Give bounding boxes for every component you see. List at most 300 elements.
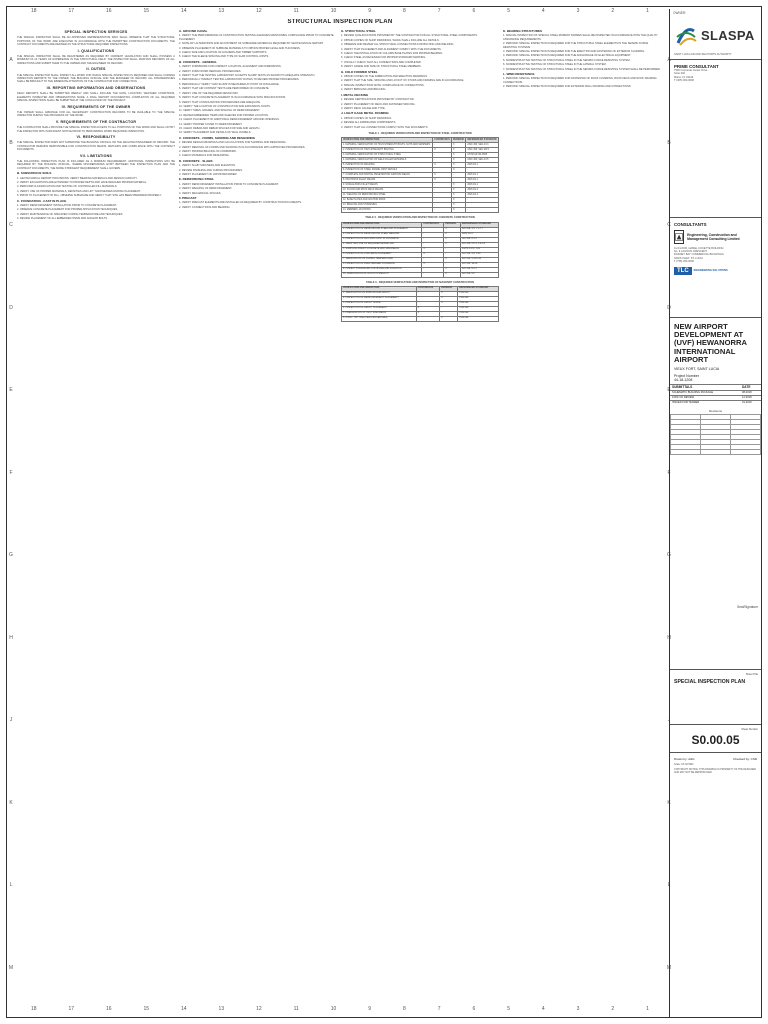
- table-cell: X: [452, 153, 466, 158]
- col2-heading-5: E. REINFORCING STEEL: [179, 177, 215, 182]
- table-cell: -: [422, 227, 444, 232]
- col3-heading: G. STRUCTURAL STEEL: [341, 29, 376, 33]
- table-cell: -: [466, 203, 499, 208]
- list-item: 9. VERIFY THAT CONSOLIDATION PROCEDURES ARE ADEQUATE.: [179, 100, 261, 104]
- section-heading: IV. REQUIREMENTS OF THE OWNER: [61, 104, 131, 109]
- address-line: No. 9 LAGOON CRESCENT: [674, 250, 708, 254]
- table-cell: X: [452, 208, 466, 213]
- owner-name: SLASPA: [701, 27, 755, 43]
- submittal-cell: 01-2019: [740, 400, 761, 405]
- grid-bottom-mark: 12: [256, 1006, 262, 1012]
- table-cell: X: [433, 163, 452, 168]
- grid-bottom-mark: 14: [181, 1006, 187, 1012]
- table-cell: -: [433, 168, 452, 173]
- list-item: 1. VERIFY REINFORCEMENT INSTALLATION PRIOR TO CONCRETE PLACEMENT.: [17, 204, 117, 208]
- col2-items-6: [179, 201, 337, 209]
- ecms-logo-icon: [674, 230, 684, 244]
- table-cell: X: [452, 158, 466, 163]
- revisions-grid: [670, 414, 761, 455]
- list-item: 6. CHECK STEEL AS RECEIVED FOR PROPER STANDARD MARKING.: [341, 56, 427, 60]
- table-cell: AWS D1.4: [460, 232, 498, 237]
- project-number-label: Project Number: [674, 373, 699, 378]
- list-item: 6. NONDESTRUCTIVE TESTING OF STRUCTURAL STEEL IN THE LATERAL SYSTEM.: [503, 63, 607, 67]
- project-location: VIEUX FORT, SAINT LUCIA: [674, 366, 720, 371]
- table-cell: -: [433, 208, 452, 213]
- revision-cell: [731, 449, 761, 454]
- address-line: 7900 Corporate Center Drive: [674, 69, 708, 72]
- list-item: 6. VERIFY THAT AIR CONTENT TESTS ARE PERFORMED ON CONCRETE.: [179, 87, 270, 91]
- grid-bottom-mark: 3: [576, 1006, 580, 1012]
- concrete-inspection-table: [341, 222, 499, 278]
- grid-right-mark: M: [666, 964, 672, 971]
- table-cell: X: [422, 262, 444, 267]
- submittal-cell: ISSUED FOR TENDER: [670, 400, 740, 405]
- list-item: 2. VERIFY WELDING OF REINFORCEMENT.: [179, 187, 233, 191]
- table-cell: AWS D1.4: [466, 193, 499, 198]
- drawing-sheet: [6, 6, 762, 1018]
- list-item: 12. REVIEW EMBEDDED ITEMS AND SLEEVES FOR PROPER LOCATION.: [179, 113, 269, 117]
- project-number: 44-18-1208: [674, 377, 693, 382]
- grid-top-mark: 3: [576, 8, 580, 14]
- grid-right-mark: F: [667, 469, 671, 476]
- main-drawing-area: [17, 19, 663, 1005]
- revisions-label: Revisions: [708, 408, 722, 413]
- table-cell: 9. INSPECT FORMWORK FOR SHAPE AND LOCATION: [342, 267, 422, 272]
- list-item: 13. CHECK PLACEMENT OF ADDITIONAL REINFORCEMENT AROUND OPENINGS.: [179, 118, 280, 122]
- list-item: 2. VERIFY EXCAVATIONS ARE EXTENDED TO PROPER DEPTH AND HAVE REACHED PROPER MATERIAL.: [17, 181, 147, 184]
- list-item: 8. VERIFY THAT CONCRETE PLACEMENT IS IN ACCORDANCE WITH SPECIFICATIONS.: [179, 96, 286, 100]
- column-steel-and-tables: [341, 28, 499, 1004]
- revision-cell: [671, 449, 701, 454]
- table-cell: ASTM A6 OR A568: [466, 153, 499, 158]
- list-item: 4. REVIEW PLACEMENT OF ALL EMBEDDED ITEMS AND ANCHOR BOLTS.: [17, 217, 108, 221]
- table-cell: X: [440, 297, 458, 302]
- grid-top-mark: 2: [611, 8, 615, 14]
- owner-subtitle: SAINT LUCIA AIR AND SEA PORTS AUTHORITY: [674, 53, 732, 56]
- table-cell: 2. INSPECTION OF HIGH-STRENGTH BOLTING: [342, 148, 433, 153]
- table-cell: ACI 318: 5.9, 5.10: [460, 252, 498, 257]
- table-cell: -: [433, 203, 452, 208]
- table-cell: 5. SAMPLING FRESH CONCRETE AND SPECIMENS: [342, 247, 422, 252]
- table-cell: X: [440, 317, 458, 322]
- grid-bottom-mark: 18: [30, 1006, 37, 1012]
- table-cell: 8. MULTIPASS FILLET WELDS: [342, 178, 433, 183]
- steel-inspection-table: [341, 137, 499, 213]
- col2-items: [179, 34, 337, 58]
- grid-left-mark: L: [9, 882, 13, 889]
- list-item: 3. VERIFY PROPER BRACING OF FORMWORK.: [179, 149, 237, 153]
- col2-heading-6: F. PRECAST: [179, 196, 197, 201]
- grid-bottom-mark: 5: [507, 1006, 510, 1012]
- section-heading: III. REPORTING INFORMATION AND OBSERVATIONS: [46, 85, 146, 90]
- table-cell: X: [422, 252, 444, 257]
- submittals-table: [670, 384, 761, 405]
- table-cell: -: [422, 242, 444, 247]
- grid-ruler-bottom: [15, 1006, 665, 1016]
- grid-bottom-mark: 10: [330, 1006, 337, 1012]
- grid-left-mark: K: [9, 799, 13, 806]
- column-concrete: [179, 28, 337, 1004]
- column-special-inspection-services: [17, 28, 175, 1004]
- table-cell: TMS 602: [458, 312, 499, 317]
- revision-row: [671, 449, 761, 454]
- list-item: 1. VERIFY FORMWORK FOR CORRECT LOCATION, ALIGNMENT AND DIMENSIONS.: [179, 65, 282, 69]
- sheet-title: SPECIAL INSPECTION PLAN: [674, 678, 746, 685]
- address-line: T (305) 000-0000: [674, 79, 694, 83]
- table-cell: X: [444, 242, 461, 247]
- list-item: 8. VERIFY GRADE AND SIZE OF STRUCTURAL STEEL MEMBERS.: [341, 65, 422, 69]
- table-cell: -: [440, 307, 458, 312]
- table-cell: X: [452, 148, 466, 153]
- list-item: 4. VERIFY USE OF PROPER MATERIALS, DENSITIES AND LIFT THICKNESSES DURING PLACEMENT.: [17, 189, 141, 193]
- table-cell: -: [433, 193, 452, 198]
- table-row: [342, 317, 499, 322]
- table-cell: X: [444, 227, 461, 232]
- sheet-number-label: Sheet Number: [741, 727, 758, 731]
- seal-signature-label: Seal/Signature: [737, 604, 758, 609]
- table-cell: -: [416, 292, 439, 297]
- table-cell: 4. INSPECTION OF GROUT PLACEMENT: [342, 307, 417, 312]
- table-cell: X: [452, 203, 466, 208]
- grid-left-mark: H: [9, 634, 13, 641]
- list-item: 7. NONDESTRUCTIVE TESTING OF STRUCTURAL STEEL IN THE SEISMIC FORCE RESISTING SYSTEM SHALL BE PERFORMED.: [503, 67, 661, 71]
- grid-right-mark: E: [667, 387, 671, 394]
- list-item: 1. GEOTECHNICAL REPORT PROVISIONS: VERIFY BEARING MATERIALS AND DESIGN CAPACITY.: [17, 176, 138, 180]
- table-cell: ASTM C172, C31: [460, 247, 498, 252]
- grid-top-mark: 14: [181, 8, 187, 14]
- table-cell: ACI 318: 6.2: [460, 272, 498, 277]
- list-item: 5. CHECK THE SLEEVE SPACING AND TYPE OF SLAB CONTROL JOINTS.: [179, 55, 269, 59]
- table-cell: 5. INSPECTION OF WELDING: [342, 163, 433, 168]
- table-cell: X: [440, 292, 458, 297]
- table-cell: 3. INSPECTION OF GROUT SPACE: [342, 302, 417, 307]
- table-cell: 3. INSPECTION OF ANCHORS CAST IN CONCRETE: [342, 237, 422, 242]
- list-item: 5. NONDESTRUCTIVE TESTING OF STRUCTURAL STEEL IN THE SEISMIC FORCE RESISTING SYSTEM.: [503, 58, 631, 62]
- list-item: 1. OBTAIN COPIES OF THE FABRICATION AND ERECTION DRAWINGS.: [341, 75, 428, 79]
- col2-items-5: [179, 183, 337, 195]
- table-cell: 6. INSPECTION OF CONCRETE PLACEMENT: [342, 252, 422, 257]
- grid-left-mark: G: [9, 552, 13, 559]
- list-item: 3. VERIFY MAINTENANCE OF SPECIFIED CURING TEMPERATURE AND TECHNIQUES.: [17, 212, 124, 216]
- checked-by-label: Checked by:: [733, 756, 750, 761]
- list-item: 5. CHECK THE INSTALLATION OF COLUMN BASE PLATES FOR PROPER BEARING.: [341, 52, 443, 56]
- list-item: 3. VERIFY THAT ALL CONNECTIONS COMPLY WITH THE DOCUMENTS.: [341, 125, 429, 129]
- grid-right-mark: A: [667, 57, 671, 64]
- list-item: 14. VERIFY PROPER COVER TO REINFORCEMENT.: [179, 122, 243, 126]
- list-item: 2. VERIFY REMOVAL OF FORMS AND SHORING IS IN ACCORDANCE WITH APPROVED PROCEDURES.: [179, 145, 306, 149]
- table-header-cell: PERIODIC: [452, 138, 466, 143]
- prime-consultant-label: PRIME CONSULTANT: [674, 64, 719, 69]
- sheet-number: S0.00.05: [691, 732, 740, 747]
- col1-list-2: [17, 204, 175, 221]
- table-cell: ACI 318: CH 4, 5.2-5.4: [460, 242, 498, 247]
- grid-right-mark: C: [667, 222, 671, 229]
- grid-top-mark: 8: [402, 8, 406, 14]
- table-cell: -: [416, 302, 439, 307]
- table-cell: -: [433, 153, 452, 158]
- col4-items: [503, 34, 661, 71]
- grid-right-mark: G: [667, 552, 671, 559]
- table-cell: TMS 602: [458, 292, 499, 297]
- col2-heading-2: B. CONCRETE - GENERAL: [179, 59, 218, 64]
- col3-items-4: [341, 117, 499, 129]
- list-item: 3. PERIODIC SPECIAL INSPECTION IS REQUIRED FOR THE ERECTION AND FASTENING OF EXTERIOR CLADDING.: [503, 50, 645, 54]
- grid-top-mark: 18: [30, 8, 37, 14]
- table-cell: AWS D1.1: [466, 183, 499, 188]
- submittal-cell: 08-2018: [740, 390, 761, 395]
- grid-top-mark: 1: [646, 8, 649, 14]
- table-cell: -: [444, 252, 461, 257]
- table-cell: X: [416, 312, 439, 317]
- col1-heading: SPECIAL INSPECTION SERVICES: [64, 30, 128, 34]
- table-cell: 8. INSPECTION OF PRESTRESSED CONCRETE: [342, 262, 422, 267]
- consultant1-name: Engineering, Construction and Management Consulting Limited: [687, 232, 740, 241]
- table-header-cell: REFERENCED STANDARD: [458, 287, 499, 292]
- list-item: 2. VERIFY PLACEMENT OF DECK AND FASTENER SPACING.: [341, 102, 416, 106]
- list-item: 2. REVIEW ALL FABRICATED COMPONENTS.: [341, 121, 397, 125]
- table-cell: X: [422, 247, 444, 252]
- sheet-title-label: Sheet Title: [745, 672, 758, 676]
- consultant2-logo: [670, 265, 761, 277]
- title-block: [669, 9, 761, 1017]
- table-cell: -: [433, 143, 452, 148]
- grid-left-mark: D: [9, 304, 13, 311]
- table-cell: X: [444, 272, 461, 277]
- consultant2-mark: TLC: [674, 267, 692, 275]
- grid-bottom-mark: 6: [472, 1006, 476, 1012]
- table-cell: -: [422, 272, 444, 277]
- consultant2-name: ENGINEERING SOLUTIONS: [693, 269, 728, 273]
- list-item: 11. VERIFY SIZES, GRADES, AND SPACING OF REINFORCEMENT.: [179, 109, 261, 113]
- col2-heading-3: C. CONCRETE - FORMS, SHORING AND RESHORING: [179, 135, 256, 140]
- table-cell: X: [452, 198, 466, 203]
- col3-items-3: [341, 98, 499, 110]
- table-header-cell: PERIODIC: [440, 287, 458, 292]
- grid-bottom-mark: 11: [293, 1006, 299, 1012]
- submittal-cell: SCHEMATIC BUILDING PACKAGE: [670, 390, 740, 395]
- table-cell: 12. BASE PLATES AND ANCHOR RODS: [342, 198, 433, 203]
- col3-heading-4: J. LIGHT GAGE METAL FRAMING: [341, 111, 389, 116]
- list-item: 3. VERIFY THAT THE TESTING LABORATORY ACCEPTS SLUMP TESTS AS SHOWN TO ADEQUATE STRENGTH.: [179, 74, 316, 78]
- list-item: 5. PERIODICALLY VERIFY THAT SLUMP IS MEASURED AT POINT OF DISCHARGE.: [179, 82, 280, 86]
- prime-consultant: [670, 63, 761, 84]
- grid-left-mark: A: [9, 57, 13, 64]
- list-item: 2. REVIEW FINISHING AND CURING PROCEDURES.: [179, 168, 243, 172]
- checked-by: CSD: [750, 756, 757, 761]
- section-heading: V. REQUIREMENTS OF THE CONTRACTOR: [55, 119, 137, 124]
- list-item: 7. VISUALLY CHECK THAT ALL CONNECTIONS ARE COMPLETED.: [341, 60, 422, 64]
- table-cell: AWS D1.1: [466, 178, 499, 183]
- consultant1-logo: [670, 228, 761, 246]
- col1-intro: THE SPECIAL INSPECTOR SHALL BE AN APPROVED REPRESENTATIVE WHO SHALL OBSERVE THAT THE STRUCTURAL PORTIONS OF THE WORK ARE EXECUTED IN ACCORDANCE WITH THE PERMITTED CONSTRUCTION DOCUMENTS. THE CONTRACT DOCUMENTS ARE DEFINED AS THE STRUCTURAL REQUIRED INSPECTIONS.: [17, 36, 175, 47]
- prime-consultant-address: [674, 69, 757, 83]
- grid-top-mark: 12: [256, 8, 262, 14]
- grid-top-mark: 6: [472, 8, 476, 14]
- list-item: 2. VERIFY THAT THE SIZE, SPACING AND LAYOUT OF STUDS AND FRAMING ARE IN ACCORDANCE.: [341, 79, 465, 83]
- table-cell: X: [444, 257, 461, 262]
- grid-top-mark: 11: [293, 8, 299, 14]
- scale-note: Scale: AS NOTED: [674, 762, 694, 766]
- list-item: 15. CHECK REBAR AND REBAR SPLICES FOR SIZE AND LENGTH.: [179, 126, 261, 130]
- list-item: 2. OBTAIN COPIES OF SHOP DRAWINGS, WHICH SHALL INCLUDE ALL DETAILS.: [341, 38, 440, 42]
- table-cell: -: [433, 198, 452, 203]
- col1-list-heading-2: C. FOUNDATION - CAST IN PLACE: [17, 198, 67, 203]
- list-item: 4. CHECK SIZE AND LOCATION OF HOLDERS AND TIMBER SUPPORTS.: [179, 51, 268, 55]
- table-cell: TMS 602: [458, 317, 499, 322]
- table-cell: X: [433, 173, 452, 178]
- table-cell: AWS D1.1: [466, 173, 499, 178]
- table-cell: -: [433, 183, 452, 188]
- table-cell: X: [433, 178, 452, 183]
- col2-heading: A. GROUND CANAL: [179, 29, 208, 33]
- grid-top-mark: 7: [437, 8, 441, 14]
- table-cell: X: [452, 163, 466, 168]
- table-cell: 11. WELDING OF REINFORCING STEEL: [342, 193, 433, 198]
- list-item: 1. OBTAIN COPIES OF SHOP DRAWINGS.: [341, 116, 392, 120]
- grid-ruler-left: [7, 19, 15, 1009]
- col2-items-4: [179, 164, 337, 176]
- submittals-header-cell: DATE: [740, 384, 761, 390]
- grid-left-mark: J: [9, 717, 13, 724]
- table-cell: -: [440, 312, 458, 317]
- list-item: 4. VERIFY THAT PLACEMENT AND ALIGNMENT COMPLY WITH THE DOCUMENTS.: [341, 47, 442, 51]
- submittal-cell: 100% CD REVIEW: [670, 395, 740, 400]
- table-header-cell: CONTINUOUS: [422, 222, 444, 227]
- table-cell: -: [452, 178, 466, 183]
- list-item: 2. PERIODIC SPECIAL INSPECTION IS REQUIRED FOR THE STRUCTURAL STEEL ELEMENTS IN THE SEISMIC FORCE RESISTING SYSTEMS.: [503, 42, 649, 49]
- col4-heading-2: L. WIND RESISTANCE: [503, 72, 535, 77]
- table-cell: 1. VERIFICATION OF MORTAR AND GROUT: [342, 292, 417, 297]
- list-item: 4. PERIODICALLY INSPECT TESTING LABORATORY DUTIES TO REVIEW PROPER PROCEDURES.: [179, 78, 300, 82]
- list-item: 3. VERIFY PLACEMENT OF VAPOR RETARDER.: [179, 173, 238, 176]
- table-cell: ACI 318: 18.20: [460, 262, 498, 267]
- table-cell: -: [422, 237, 444, 242]
- grid-top-mark: 17: [68, 8, 75, 14]
- address-line: Miami, FL 33126: [674, 75, 694, 79]
- grid-top-mark: 9: [368, 8, 372, 14]
- grid-left-mark: C: [9, 222, 13, 229]
- table-cell: X: [444, 237, 461, 242]
- col3-items: [341, 34, 499, 68]
- grid-top-mark: 16: [106, 8, 112, 14]
- table-cell: 6. COLD / HOT WEATHER PROCEDURES: [342, 317, 417, 322]
- table-cell: ACI 318: 5.11-5.13: [460, 257, 498, 262]
- table-cell: X: [452, 193, 466, 198]
- section-text: THE FOLLOWING INSPECTION PLAN IS INCLUDED AS A MINIMUM REQUIREMENT. ADDITIONAL INSPECTIONS MAY BE REQUIRED BY THE BUILDING OFFICIAL. WHERE DISCREPANCIES EXIST BETWEEN THE INSPECTION PLAN AND THE CONTRACT DOCUMENTS, THE MORE STRINGENT REQUIREMENT SHALL GOVERN.: [17, 159, 175, 170]
- table-cell: AISC 360, SEC A3.3: [466, 143, 499, 148]
- grid-bottom-mark: 15: [143, 1006, 150, 1012]
- structural-plan-title: STRUCTURAL INSPECTION PLAN: [287, 19, 393, 25]
- address-line: GROS ISLET, ST. LUCIA: [674, 256, 703, 260]
- table-cell: X: [433, 148, 452, 153]
- col4-items-2: [503, 77, 661, 88]
- list-item: 4. PERIODIC SPECIAL INSPECTION IS REQUIRED FOR THE ANCHORAGE OF ELECTRICAL EQUIPMENT.: [503, 54, 632, 58]
- submittal-cell: 12-2018: [740, 395, 761, 400]
- table-cell: X: [416, 307, 439, 312]
- table-cell: X: [444, 232, 461, 237]
- list-item: 1. VERIFY THE PERFORMANCE OF CONSTRUCTION TESTING AGENCIES MAINTAINING COMPLIANCE PRIOR TO CONCRETE PLACEMENT.: [179, 34, 334, 41]
- address-line: RODNEY BAY COMMERCIAL BUILDINGS: [674, 253, 724, 257]
- table-cell: 1. INSPECTION OF REINFORCING STEEL AND PLACEMENT: [342, 227, 422, 232]
- owner-logo: [674, 17, 757, 53]
- grid-right-mark: D: [667, 304, 671, 311]
- list-item: 2. PERIODIC SPECIAL INSPECTION IS REQUIRED FOR EXTERIOR WALL FRAMING AND CONNECTIONS.: [503, 85, 632, 89]
- section-text: THE SPECIAL INSPECTOR DOES NOT SUPERVISE THE BUILDING OFFICIAL OR THE ARCHITECT/ENGINEER OF RECORD. THE CONTRACTOR REMAINS RESPONSIBLE FOR CONSTRUCTION MEANS, METHODS AND COMPLIANCE WITH THE CONTRACT DOCUMENTS.: [17, 141, 175, 152]
- table-cell: X: [452, 183, 466, 188]
- grid-top-mark: 5: [507, 8, 510, 14]
- table2-caption: TABLE 2 - REQUIRED VERIFICATION AND INSPECTION OF CONCRETE CONSTRUCTION: [365, 216, 475, 220]
- grid-bottom-mark: 17: [68, 1006, 75, 1012]
- table-cell: TMS 602: [458, 302, 499, 307]
- section-text: THE SPECIAL INSPECTOR SHALL BE REGISTERED AS REQUIRED BY CURRENT LEGISLATION AND SHALL POSSESS A MINIMUM OF 10 YEARS OF EXPERIENCE IN THE STRUCTURAL FIELD. THE INSPECTOR SHALL MAINTAIN RECORDS OF ALL INSPECTIONS AND SUBMIT THEM TO THE OWNER AND THE ENGINEER OF RECORD.: [17, 55, 175, 65]
- consultants-label: CONSULTANTS: [674, 221, 707, 227]
- grid-bottom-mark: 9: [368, 1006, 372, 1012]
- col2-heading-4: D. CONCRETE - SLABS: [179, 158, 213, 163]
- table-cell: 5. PREPARATION OF TEST SPECIMENS: [342, 312, 417, 317]
- table-cell: 2. INSPECTION OF REINFORCING STEEL WELDING: [342, 232, 422, 237]
- grid-bottom-mark: 4: [541, 1006, 545, 1012]
- table3-caption: TABLE 3 - REQUIRED VERIFICATION AND INSPECTION OF MASONRY CONSTRUCTION: [365, 280, 475, 284]
- table-cell: -: [433, 188, 452, 193]
- table1-caption: TABLE 1 - REQUIRED VERIFICATION AND INSPECTION OF STEEL CONSTRUCTION: [368, 131, 472, 135]
- revision-cell: [701, 449, 731, 454]
- section-heading: I. QUALIFICATIONS: [77, 48, 115, 53]
- grid-right-mark: H: [667, 634, 671, 641]
- table-cell: 9. SINGLE-PASS FILLET WELDS: [342, 183, 433, 188]
- table-header-cell: VERIFICATION AND INSPECTION: [342, 287, 417, 292]
- table-cell: ACI 318: 8.1.3: [460, 237, 498, 242]
- table-cell: 7. VERIFICATION OF CURING TEMPERATURE: [342, 257, 422, 262]
- table-cell: AWS D1.1: [466, 163, 499, 168]
- table-cell: 6. INSPECTION OF STEEL FRAME JOINT DETAILS: [342, 168, 433, 173]
- grid-top-mark: 13: [218, 8, 225, 14]
- owner-label: OWNER:: [673, 11, 687, 15]
- table-cell: 13. BRACING AND STIFFENING: [342, 203, 433, 208]
- drawn-by-label: Drawn by:: [674, 756, 688, 761]
- grid-bottom-mark: 8: [402, 1006, 406, 1012]
- col2-items-3: [179, 141, 337, 158]
- table-cell: AWS D1.3: [466, 188, 499, 193]
- table-cell: -: [466, 168, 499, 173]
- table-cell: TMS 602: [458, 307, 499, 312]
- table-cell: -: [452, 173, 466, 178]
- project-name: NEW AIRPORT DEVELOPMENT AT (UVF) HEWANORRA INTERNATIONAL AIRPORT: [674, 321, 747, 365]
- table-cell: -: [422, 257, 444, 262]
- col2-items-2: [179, 65, 337, 135]
- table-header-cell: PERIODIC: [444, 222, 461, 227]
- table-cell: TMS 602: [458, 297, 499, 302]
- list-item: 1. SPECIAL INSPECTION OF SPECIAL STEEL MOMENT FRAMES SHALL BE INSPECTED IN ACCORDANCE WITH THE QUALITY ASSURANCE REQUIREMENTS.: [503, 34, 658, 41]
- col1-list-heading: B. SUBSURFACE SOILS: [17, 171, 52, 176]
- table-cell: ACI 318: 6.1.1: [460, 267, 498, 272]
- drawn-by: A&G: [688, 756, 695, 761]
- list-item: 3. VERIFY MECHANICAL SPLICES.: [179, 191, 222, 195]
- list-item: 2. NOTE ANY ALTERATIONS AND ADJUSTMENT OF SUBGRADE MATERIALS REQUIRED BY GEOTECHNICAL REPORT.: [179, 42, 324, 46]
- list-item: 3. OBSERVE PLACEMENT OF SUBBASE MATERIALS TO OBTAIN PROPER LEVEL AND THICKNESS.: [179, 46, 301, 50]
- table-cell: -: [444, 247, 461, 252]
- section-heading: II. DUTIES: [86, 67, 106, 72]
- address-line: T (758) 450-0000: [674, 260, 694, 264]
- grid-bottom-mark: 16: [106, 1006, 112, 1012]
- section-text: THE OWNER SHALL ARRANGE FOR ALL NECESSARY CONSTRUCTION RECORDS TO BE AVAILABLE TO THE SPECIAL INSPECTOR DURING THE PROGRESS OF THE WORK.: [17, 110, 175, 118]
- table-cell: 10. FLOOR AND ROOF DECK WELDS: [342, 188, 433, 193]
- grid-right-mark: L: [667, 882, 671, 889]
- col3-items-2: [341, 75, 499, 92]
- table-cell: 4. VERIFYING USE OF REQUIRED DESIGN MIX: [342, 242, 422, 247]
- grid-left-mark: B: [9, 139, 13, 146]
- address-line: Suite 302: [674, 72, 685, 76]
- col1-sections: [17, 50, 175, 171]
